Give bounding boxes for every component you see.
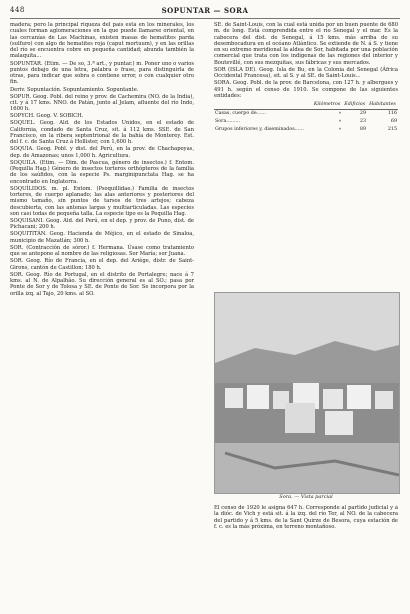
town-photo — [214, 292, 400, 494]
table-cell: 23 — [359, 119, 367, 125]
paragraph: SOQUIA. Geog. Pobl. y dist. del Perú, en la prov. de Chachapoyas, dep. de Amazonas; unos 1,000 h. Agricultura. — [10, 146, 194, 159]
paragraph: SOQUISANI. Geog. Ald. del Perú, en el dep. y prov. de Puno, dist. de Pichacani; 200 h. — [10, 218, 194, 231]
table-cell: » — [338, 127, 342, 133]
right-column-top — [214, 22, 398, 292]
population-table — [214, 101, 398, 134]
table-cell: 69 — [390, 119, 397, 125]
table-header-cell: Habitantes — [367, 101, 398, 110]
table-header-row — [214, 101, 398, 110]
table-cell: Grupos inferiores y, diseminados...... — [215, 127, 304, 133]
paragraph: madera; pero la principal riqueza del país está en los minerales, los cuales forman aglomeraciones en la que puede llamarse oriental, en las cercanías de Las Machinas, existen masas de hematites parda (sulfuro) con algo de hematites roja (caput mortuum), y en las orillas del río se encuentra cobre en pequeña cantidad; abunda también la malaquita... — [10, 22, 194, 60]
table-header-cell: Edificios — [342, 101, 367, 110]
paragraph: El censo de 1920 le asigna 647 h. Corresponde al partido judicial y á la dióc. de Vich y está sit. á la izq. del río Ter, al NO. de la cabecera del partido y á 5 kms. de la Sant Quirze de Besora, cuya estación de f. c. es la más próxima, en terreno montañoso. — [214, 505, 398, 530]
table-cell: 116 — [387, 111, 397, 117]
table-cell: » — [338, 119, 342, 125]
paragraph: Deriv. Sopuntación. Sopuntamiento. Sopuntante. — [10, 86, 139, 93]
town-photo-illustration — [215, 293, 399, 493]
table-cell: Sora......... — [215, 119, 241, 125]
table-header-cell: Kilómetros — [312, 101, 343, 110]
table-cell: » — [338, 111, 342, 117]
paragraph: SOQUEL. Geog. Ald. de los Estados Unidos, en el estado de California, condado de Santa Cruz, sit. á 112 kms. SSE. de San Francisco, en la ribera septentrional de la bahía de Monterey. Est. del f. c. de Santa Cruz á Hollister, con 1,600 h. — [10, 120, 194, 146]
paragraph: SOR (ISLA DE). Geog. Isla de Bu, en la Colonia del Senegal (África Occidental Francesa), sit. al S. y al SE. de Saint-Louis... — [214, 66, 398, 80]
paragraph: SOPUNTAR. (Etim. — De so, 3.ª art., y puntar.) m. Poner uno o varios puntos debajo de una letra, palabra o frase, para distinguirla de otras, para indicar que sobra o contiene error, o con cualquier otro fin. — [10, 60, 194, 86]
header-rule — [10, 18, 400, 19]
paragraph: SOR. Geog. Río de Portugal, en el distrito de Portalegre; nace á 7 kms. al N. de Alpalhão. Su dirección general es al SO.; pasa por Ponte de Sor y de Tolosa y SE. de Ponte de Sor. Se incorpora por la orilla izq. al Tajo, 20 kms. al SO. — [10, 271, 194, 297]
paragraph: SOR. (Contracción de sóror.) f. Hermana. Úsase como tratamiento que se antepone al nombre de las religiosas. Sor María; sor Juana. — [10, 244, 194, 258]
table-cell: 89 — [359, 127, 367, 133]
table-row — [214, 126, 398, 134]
paragraph: SOQUÍLIDOS. m. pl. Entom. (Psoquillidae.) Familia de insectos torteros, de cuerpo aplanado; las alas anteriores y posteriores del mismo tamaño, sin puntos de tarsos de tres artejos; cabeza descubierta, con las antenas largas y multiarticuladas. Las especies son casi todas de pequeña talla. La especie tipo es la Pequilla Hag. — [10, 185, 194, 217]
table-header-cell — [214, 101, 312, 110]
paragraph: SOQUILA. (Etim. — Dim. de Pascua, género de insectos.) f. Entom. (Pequilla Hag.) Género de insectos torteros orthópteros de la familia de los saúfidos, con la especie Ps. marginipunctata Hag. se ha encontrado en Inglaterra. — [10, 159, 194, 185]
table-row — [214, 110, 398, 119]
paragraph: SOPYCH. Geog. V. SOBICH. — [10, 113, 84, 120]
left-column — [10, 22, 194, 607]
paragraph: SOR. Geog. Río de Francia, en el dep. del Ariège, distr. de Saint-Girons, cantón de Castillon; 180 h. — [10, 258, 194, 271]
figure-caption: Sora. — Vista parcial — [279, 494, 333, 500]
paragraph: SE. de Saint-Louis, con la cual está unida por un buen puente de 680 m. de long. Está comprendida entre el río Senegal y el mar. Es la cabecera del dist. de Senegal, á 15 kms. más arriba de su desembocadura en el océano Atlántico. Se extiende de N. á S. y tiene en su extremo meridional la aldea de Sor, habitada por una población comercial que trata con los indígenas de las regiones del interior y Boutevillé, con sus mezquitas, sus fábricas y sus mercados. — [214, 22, 398, 66]
running-title: SOPUNTAR — SORA — [161, 6, 249, 15]
paragraph: SORA. Geog. Pobl. de la prov. de Barcelona, con 127 h. y albergues y 491 h. según el censo de 1910. Se compone de las siguientes entidades: — [214, 80, 398, 99]
table-cell: 215 — [387, 127, 397, 133]
paragraph: SOPUR. Geog. Pobl. del reino y prov. de Cachemira (NO. de la India), cit. y á 17 kms. NNO. de Patán, junto al Jelam, afluente del río Indo, 1600 h. — [10, 93, 194, 113]
table-cell: 29 — [359, 111, 367, 117]
table-row — [214, 118, 398, 126]
page-number: 448 — [10, 6, 25, 14]
page-header — [10, 6, 400, 18]
paragraph: SOQUITITÁN. Geog. Hacienda de Méjico, en el estado de Sinaloa, municipio de Mazatlán; 300 h. — [10, 231, 194, 244]
table-cell: Casas, cuerpo de...... — [215, 111, 266, 117]
right-column-bottom — [214, 505, 398, 605]
